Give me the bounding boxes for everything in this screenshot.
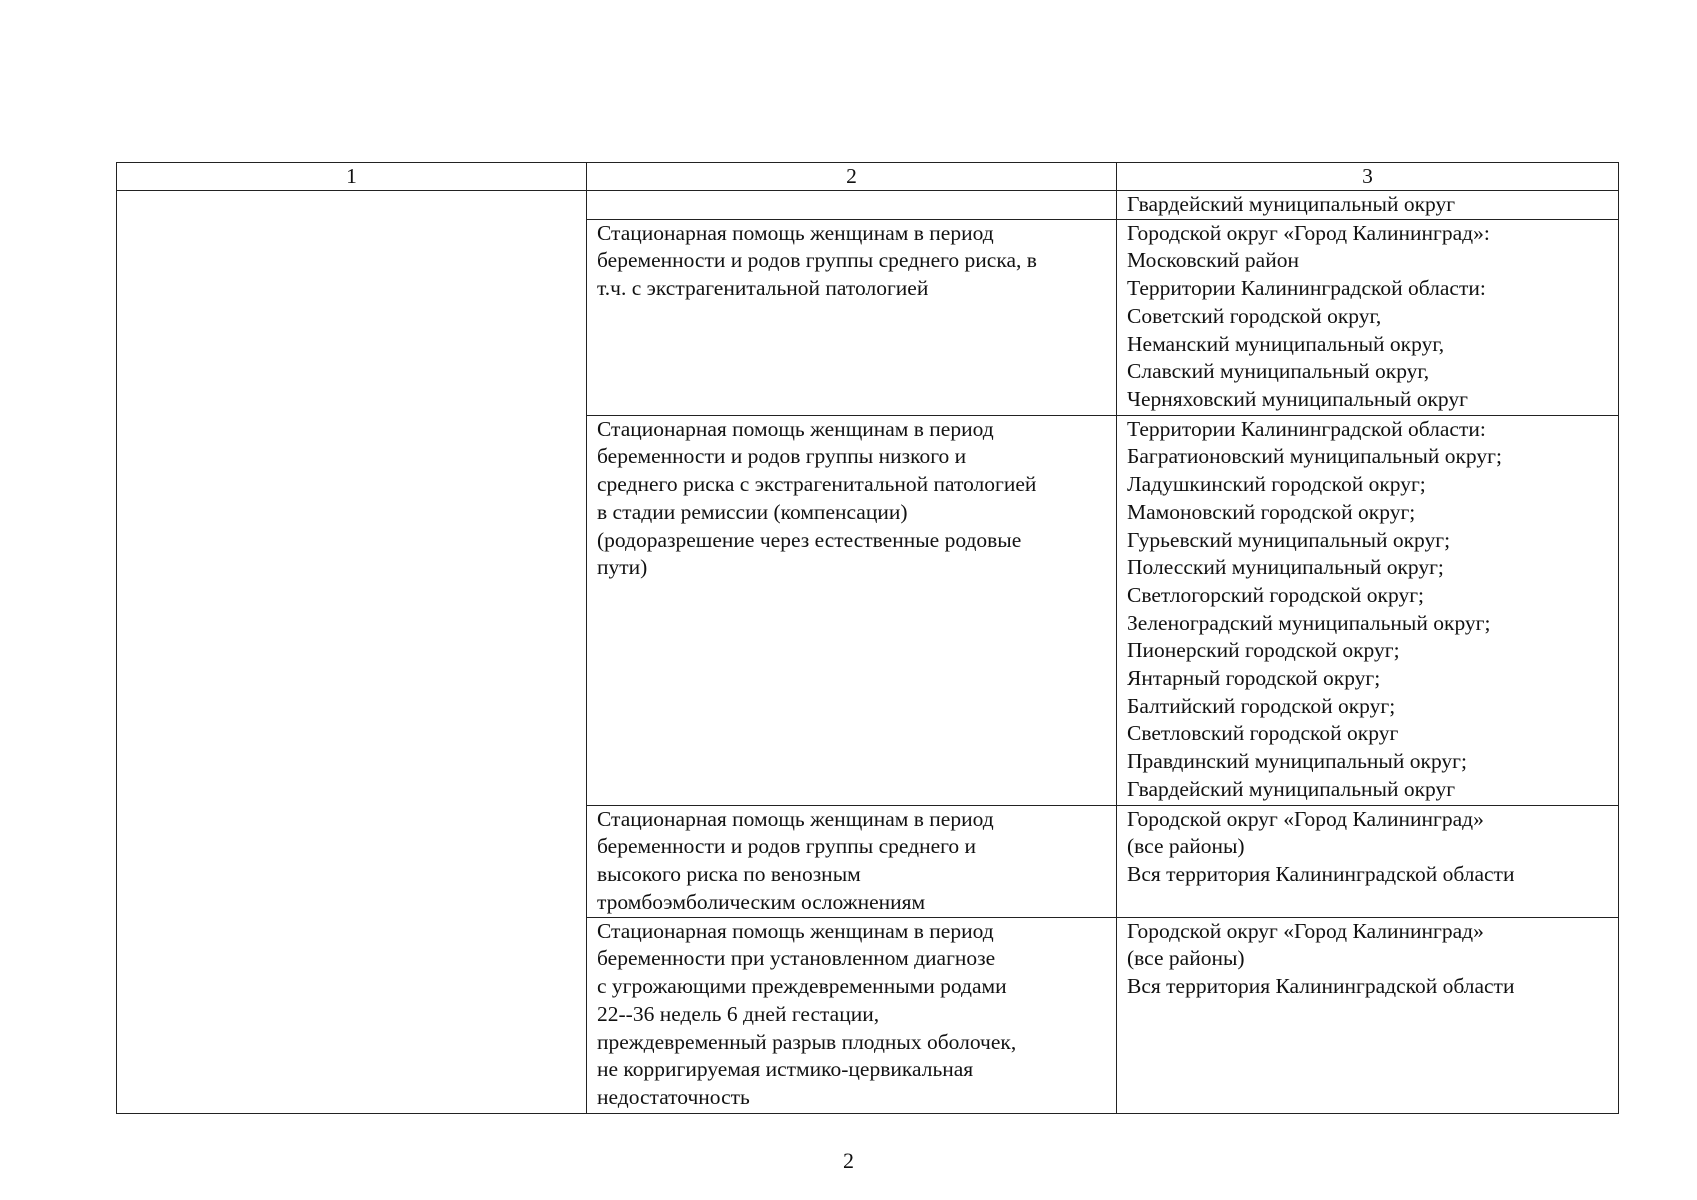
cell-text-line: 22--36 недель 6 дней гестации, <box>597 1001 880 1026</box>
cell-text-line: Балтийский городской округ; <box>1127 693 1396 718</box>
header-row <box>117 163 1619 191</box>
cell-text-line: Неманский муниципальный округ, <box>1127 331 1445 356</box>
merged-first-column-cell <box>117 191 587 1114</box>
cell-text-line: Городской округ «Город Калининград»: <box>1127 220 1490 245</box>
cell-text-line: т.ч. с экстрагенитальной патологией <box>597 276 929 301</box>
cell-text-line: (родоразрешение через естественные родовые <box>597 527 1022 552</box>
cell-text-line: не корригируемая истмико-цервикальная <box>597 1057 974 1082</box>
cell-text-line: Гвардейский муниципальный округ <box>1127 776 1456 801</box>
cell-text-line: Гурьевский муниципальный округ; <box>1127 527 1451 552</box>
cell-text-line: Советский городской округ, <box>1127 303 1382 328</box>
cell-text-line: пути) <box>597 555 648 580</box>
cell-text-line: (все районы) <box>1127 946 1245 971</box>
territory-cell <box>1117 219 1619 415</box>
cell-text-line: Стационарная помощь женщинам в период <box>597 806 994 831</box>
cell-text-line: среднего риска с экстрагенитальной патологией <box>597 472 1037 497</box>
cell-text-line: Полесский муниципальный округ; <box>1127 555 1444 580</box>
column-header-3: 3 <box>1117 163 1619 191</box>
cell-text-line: (все районы) <box>1127 834 1245 859</box>
care-type-cell <box>587 415 1117 805</box>
cell-text-line: с угрожающими преждевременными родами <box>597 974 1007 999</box>
cell-text-line: Городской округ «Город Калининград» <box>1127 806 1484 831</box>
cell-text-line: Стационарная помощь женщинам в период <box>597 918 994 943</box>
care-type-cell <box>587 805 1117 917</box>
regional-care-table <box>116 162 1619 1114</box>
cell-text-line: Янтарный городской округ; <box>1127 666 1381 691</box>
cell-text-line: тромбоэмболическим осложнениям <box>597 889 926 914</box>
cell-text-line: беременности и родов группы среднего и <box>597 834 977 859</box>
cell-text-line: Мамоновский городской округ; <box>1127 499 1416 524</box>
cell-text-line: Светлогорский городской округ; <box>1127 582 1424 607</box>
territory-cell <box>1117 805 1619 917</box>
territory-cell <box>1117 917 1619 1113</box>
page-number: 2 <box>843 1148 854 1173</box>
cell-text-line: Зеленоградский муниципальный округ; <box>1127 610 1491 635</box>
care-type-cell <box>587 917 1117 1113</box>
care-type-cell <box>587 191 1117 220</box>
cell-text-line: преждевременный разрыв плодных оболочек, <box>597 1029 1017 1054</box>
cell-text-line: беременности при установленном диагнозе <box>597 946 996 971</box>
cell-text-line: Светловский городской округ <box>1127 721 1399 746</box>
cell-text-line: Вся территория Калининградской области <box>1127 974 1515 999</box>
cell-text-line: Стационарная помощь женщинам в период <box>597 416 994 441</box>
care-type-cell <box>587 219 1117 415</box>
cell-text-line: Вся территория Калининградской области <box>1127 862 1515 887</box>
cell-text-line: Багратионовский муниципальный округ; <box>1127 444 1502 469</box>
table-row <box>117 191 1619 220</box>
cell-text-line: Черняховский муниципальный округ <box>1127 386 1468 411</box>
cell-text-line: в стадии ремиссии (компенсации) <box>597 499 908 524</box>
cell-text-line: недостаточность <box>597 1084 750 1109</box>
cell-text-line: Территории Калининградской области: <box>1127 276 1486 301</box>
cell-text-line: Территории Калининградской области: <box>1127 416 1486 441</box>
cell-text-line: Гвардейский муниципальный округ <box>1127 192 1456 216</box>
cell-text-line: Ладушкинский городской округ; <box>1127 472 1426 497</box>
table-body <box>117 191 1619 1114</box>
column-header-1: 1 <box>117 163 587 191</box>
cell-text-line: высокого риска по венозным <box>597 862 861 887</box>
territory-cell <box>1117 191 1619 220</box>
cell-text-line: Славский муниципальный округ, <box>1127 359 1430 384</box>
territory-cell <box>1117 415 1619 805</box>
cell-text-line: Московский район <box>1127 248 1299 273</box>
cell-text-line: Стационарная помощь женщинам в период <box>597 220 994 245</box>
cell-text-line: беременности и родов группы среднего риска, в <box>597 248 1037 273</box>
cell-text-line: Городской округ «Город Калининград» <box>1127 918 1484 943</box>
cell-text-line: Пионерский городской округ; <box>1127 638 1400 663</box>
column-header-2: 2 <box>587 163 1117 191</box>
cell-text-line: беременности и родов группы низкого и <box>597 444 967 469</box>
cell-text-line: Правдинский муниципальный округ; <box>1127 749 1467 774</box>
